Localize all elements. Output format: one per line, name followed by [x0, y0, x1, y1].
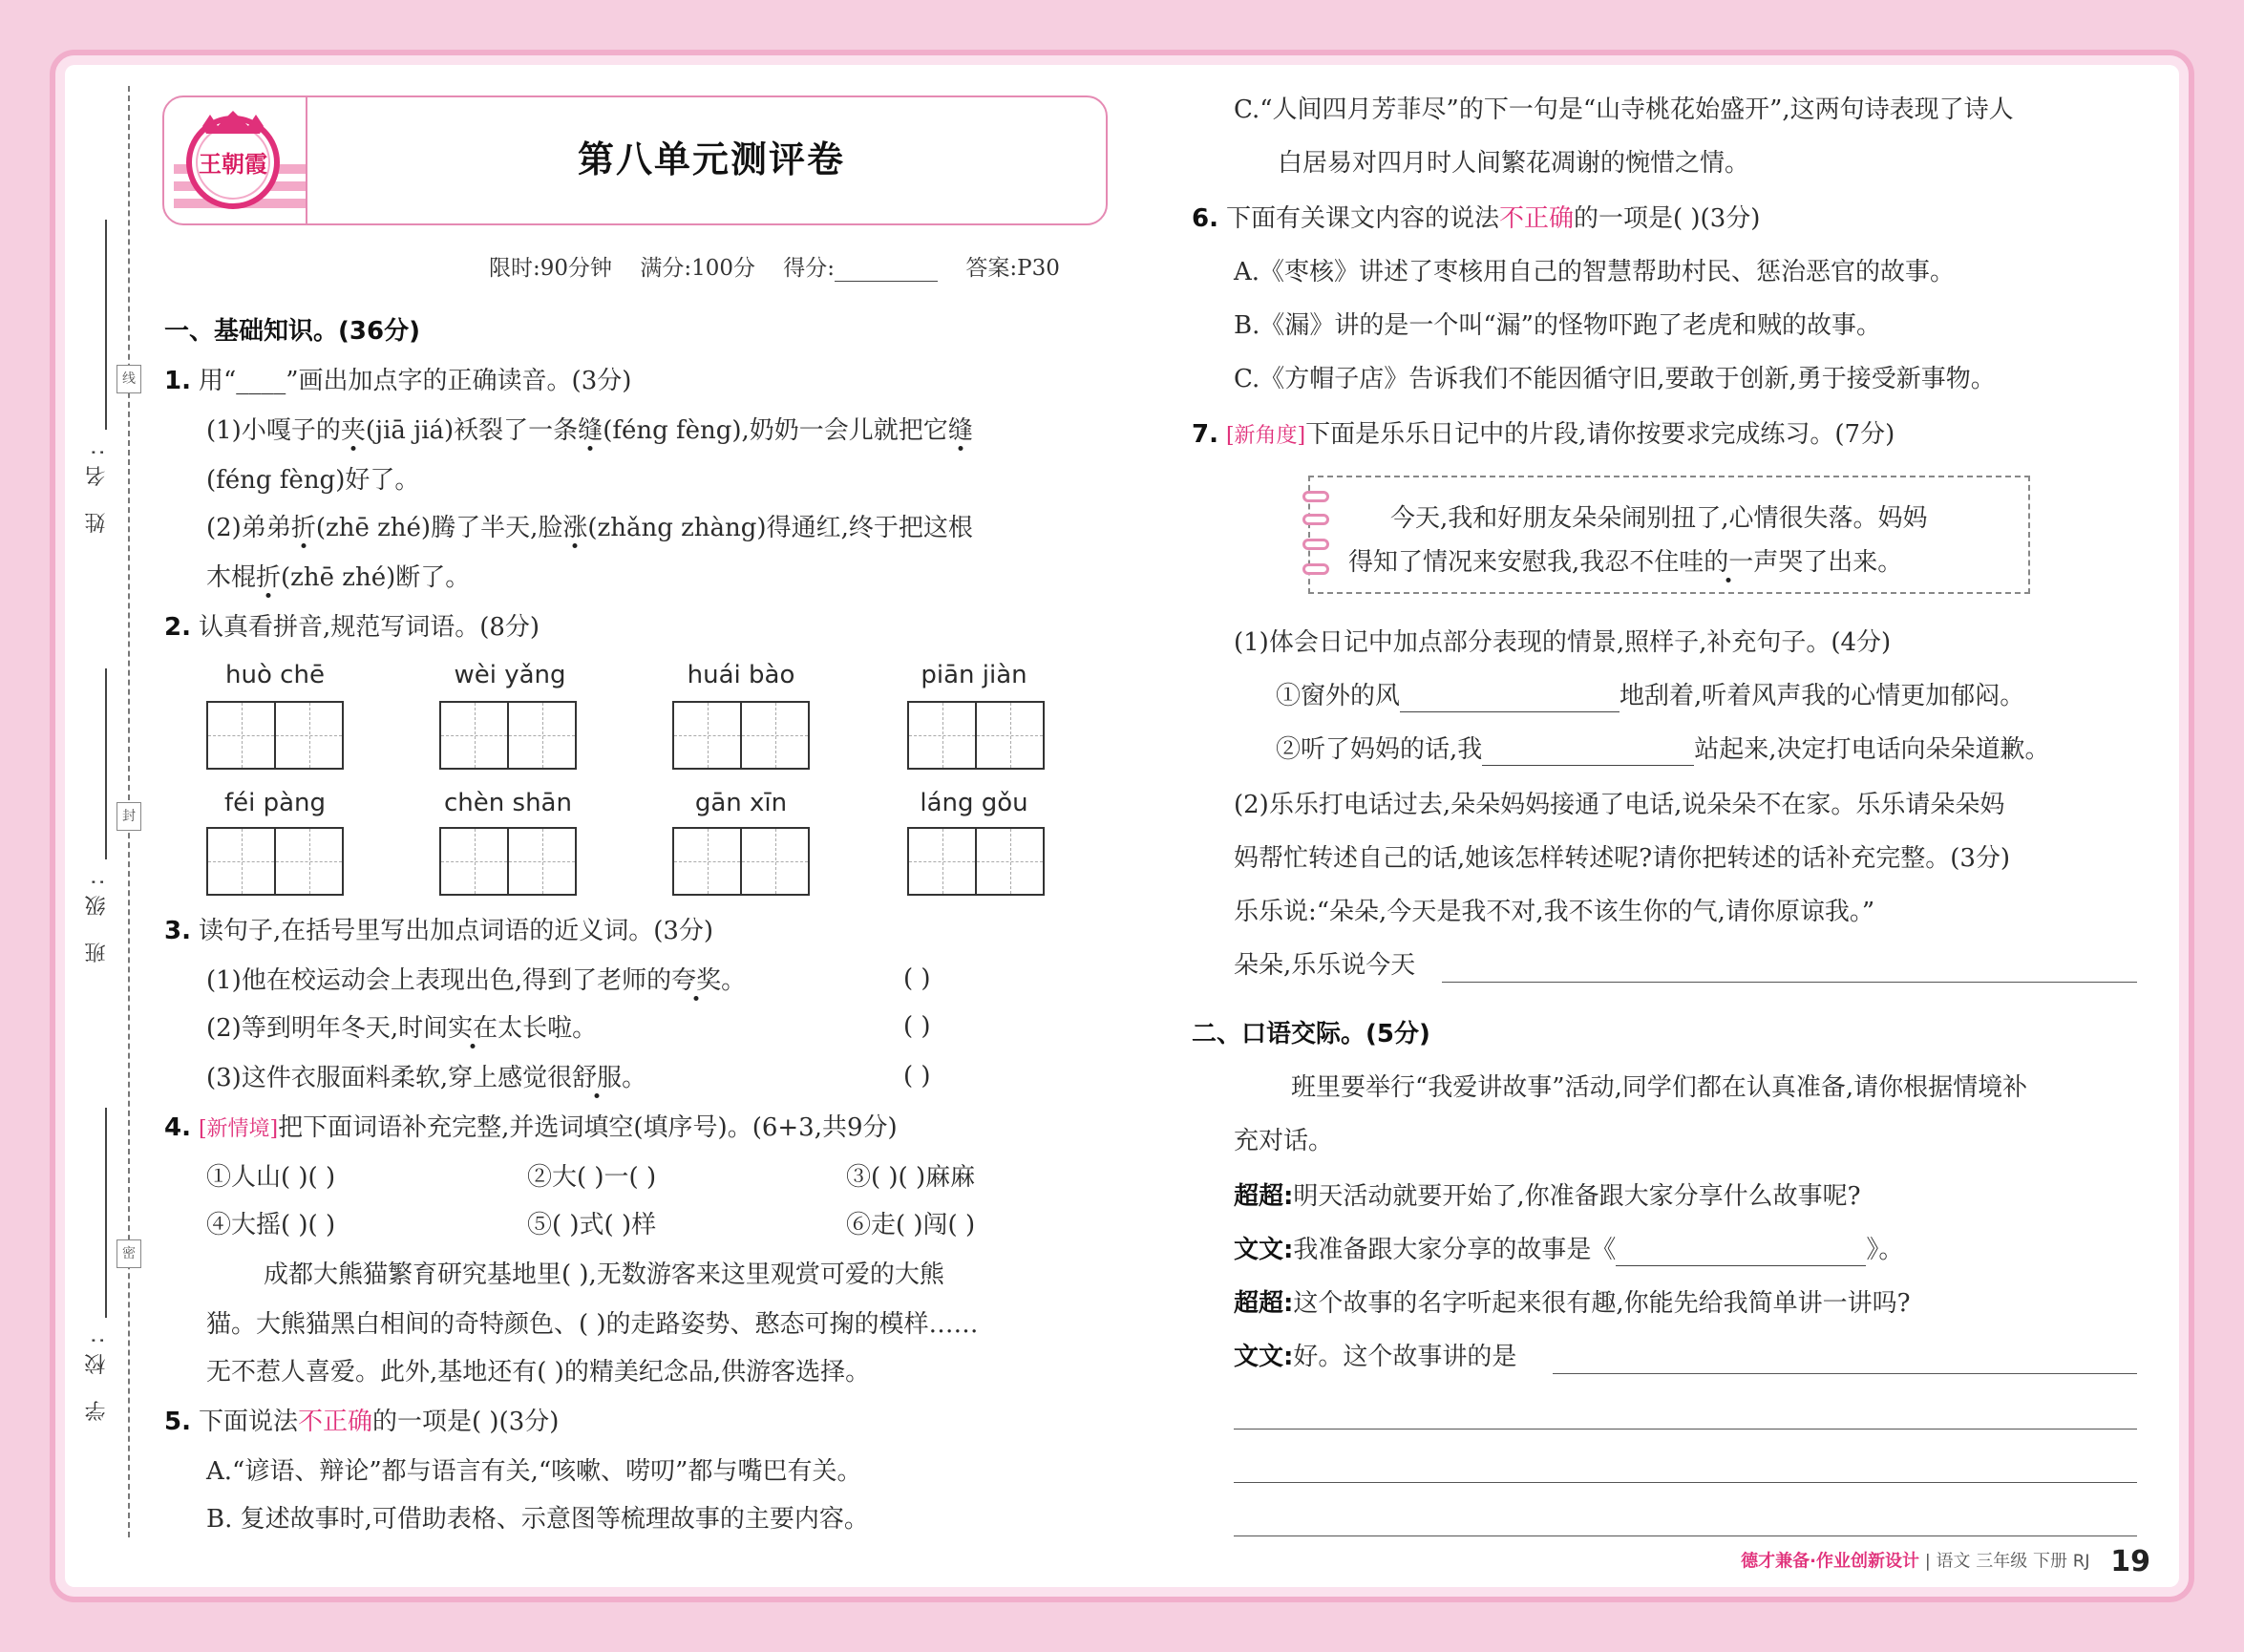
- q7-item-2: ②听了妈妈的话,我 站起来,决定打电话向朵朵道歉。: [1276, 735, 2050, 764]
- logo-divider: [306, 97, 307, 223]
- q3-sentence-3: (3)这件衣服面料柔软,穿上感觉很舒服。: [206, 1064, 647, 1092]
- brand-logo: [174, 105, 307, 218]
- dialog-wenwen-2: 文文:好。这个故事讲的是: [1234, 1343, 1517, 1371]
- q7-item-1: ①窗外的风 地刮着,听着风声我的心情更加郁闷。: [1276, 682, 2025, 710]
- writing-grid-8[interactable]: [907, 827, 1045, 896]
- q6-prompt: 6. 下面有关课文内容的说法不正确的一项是( )(3分): [1192, 204, 1761, 233]
- q4-passage-3: 无不惹人喜爱。此外,基地还有( )的精美纪念品,供游客选择。: [206, 1358, 871, 1387]
- q6-option-b: B.《漏》讲的是一个叫“漏”的怪物吓跑了老虎和贼的故事。: [1234, 311, 1881, 340]
- q4-passage-2: 猫。大熊猫黑白相间的奇特颜色、( )的走路姿势、憨态可掬的模样……: [206, 1310, 979, 1339]
- q4-passage-1: 成都大熊猫繁育研究基地里( ),无数游客来这里观赏可爱的大熊: [264, 1260, 944, 1289]
- q2-prompt: 2. 认真看拼音,规范写词语。(8分): [164, 613, 540, 642]
- q3-answer-1[interactable]: ( ): [903, 964, 931, 993]
- name-field[interactable]: [105, 220, 107, 430]
- diary-line-2: 得知了情况来安慰我,我忍不住哇的一声哭了出来。: [1348, 548, 1903, 577]
- score-field[interactable]: [835, 263, 938, 282]
- q7-prompt: 7. [新角度]下面是乐乐日记中的片段,请你按要求完成练习。(7分): [1192, 420, 1895, 449]
- q4-idiom-3[interactable]: ③( )( )麻麻: [846, 1163, 976, 1192]
- ring-icon: [1302, 514, 1329, 525]
- answer-ref: 答案:P30: [965, 256, 1060, 281]
- diary-line-1: 今天,我和好朋友朵朵闹别扭了,心情很失落。妈妈: [1390, 504, 1928, 533]
- q1-prompt: 1. 用“____”画出加点字的正确读音。(3分): [164, 367, 632, 395]
- story-answer-line-1[interactable]: [1553, 1373, 2137, 1374]
- q6-option-a: A.《枣核》讲述了枣核用自己的智慧帮助村民、惩治恶官的故事。: [1234, 258, 1956, 286]
- class-field[interactable]: [105, 668, 107, 859]
- q5-option-b: B. 复述故事时,可借助表格、示意图等梳理故事的主要内容。: [206, 1505, 869, 1534]
- pinyin-5: féi pàng: [223, 789, 327, 817]
- dialog-wenwen-1: 文文:我准备跟大家分享的故事是《 》。: [1234, 1236, 1904, 1264]
- writing-grid-4[interactable]: [907, 701, 1045, 770]
- q4-idiom-1[interactable]: ①人山( )( ): [206, 1163, 336, 1192]
- q4-idiom-5[interactable]: ⑤( )式( )样: [527, 1211, 657, 1239]
- q6-option-c: C.《方帽子店》告诉我们不能因循守旧,要敢于创新,勇于接受新事物。: [1234, 365, 1996, 393]
- page-title: 第八单元测评卷: [577, 138, 845, 180]
- q1-line-4: 木棍折(zhē zhé)断了。: [206, 563, 471, 592]
- ring-icon: [1302, 491, 1329, 502]
- pinyin-6: chèn shān: [444, 789, 572, 817]
- pinyin-7: gān xīn: [694, 789, 788, 817]
- writing-grid-3[interactable]: [672, 701, 810, 770]
- pinyin-3: huái bào: [687, 661, 795, 689]
- story-answer-line-3[interactable]: [1234, 1482, 2137, 1483]
- binding-strip: [76, 76, 141, 1547]
- dialog-chaochao-2: 超超:这个故事的名字听起来很有趣,你能先给我简单讲一讲吗?: [1234, 1289, 1911, 1318]
- q5-prompt: 5. 下面说法不正确的一项是( )(3分): [164, 1408, 560, 1436]
- q3-answer-3[interactable]: ( ): [903, 1062, 931, 1091]
- writing-grid-5[interactable]: [206, 827, 344, 896]
- q4-idiom-4[interactable]: ④大摇( )( ): [206, 1211, 336, 1239]
- time-limit: 限时:90分钟: [489, 256, 613, 281]
- svg-text:王朝霞: 王朝霞: [199, 150, 267, 178]
- binding-tag-seal: 封: [116, 802, 141, 831]
- q4-idiom-2[interactable]: ②大( )一( ): [527, 1163, 657, 1192]
- ring-icon: [1302, 539, 1329, 550]
- binding-tag-secret: 密: [116, 1239, 141, 1268]
- page-footer: [1741, 1545, 2150, 1578]
- name-label: 姓 名:: [85, 439, 109, 534]
- story-answer-line-2[interactable]: [1234, 1429, 2137, 1430]
- q7-blank-1[interactable]: [1400, 688, 1619, 712]
- story-title-blank[interactable]: [1616, 1241, 1866, 1266]
- q7-blank-2[interactable]: [1482, 741, 1694, 766]
- q7-lele-says: 乐乐说:“朵朵,今天是我不对,我不该生你的气,请你原谅我。”: [1234, 898, 1875, 926]
- q7-part-1: (1)体会日记中加点部分表现的情景,照样子,补充句子。(4分): [1234, 628, 1892, 657]
- pinyin-2: wèi yǎng: [454, 661, 566, 689]
- q3-prompt: 3. 读句子,在括号里写出加点词语的近义词。(3分): [164, 917, 714, 945]
- writing-grid-6[interactable]: [439, 827, 577, 896]
- q7-part-2-b: 妈帮忙转述自己的话,她该怎样转述呢?请你把转述的话补充完整。(3分): [1234, 844, 2011, 873]
- footer-brand: 德才兼备·作业创新设计: [1741, 1551, 1919, 1572]
- diary-excerpt-box: [1308, 476, 2030, 594]
- writing-grid-7[interactable]: [672, 827, 810, 896]
- title-box: [162, 95, 1108, 225]
- q1-line-3: (2)弟弟折(zhē zhé)腾了半天,脸涨(zhǎng zhàng)得通红,终于把这根: [206, 514, 973, 542]
- section-1-heading: 一、基础知识。(36分): [164, 317, 420, 346]
- q4-idiom-6[interactable]: ⑥走( )闯( ): [846, 1211, 976, 1239]
- dialog-chaochao-1: 超超:明天活动就要开始了,你准备跟大家分享什么故事呢?: [1234, 1182, 1861, 1211]
- q4-prompt: 4. [新情境]把下面词语补充完整,并选词填空(填序号)。(6+3,共9分): [164, 1113, 898, 1142]
- ring-icon: [1302, 563, 1329, 575]
- writing-grid-1[interactable]: [206, 701, 344, 770]
- writing-grid-2[interactable]: [439, 701, 577, 770]
- footer-info: | 语文 三年级 下册 RJ: [1924, 1551, 2090, 1572]
- q3-answer-2[interactable]: ( ): [903, 1012, 931, 1041]
- page-number: 19: [2110, 1545, 2150, 1578]
- q7-reply-prefix: 朵朵,乐乐说今天: [1234, 951, 1416, 980]
- exam-meta: [489, 250, 1081, 282]
- pinyin-4: piān jiàn: [921, 661, 1027, 689]
- full-marks: 满分:100分: [640, 256, 755, 281]
- q5-option-c-2: 白居易对四月时人间繁花凋谢的惋惜之情。: [1278, 149, 1750, 178]
- q1-line-1: (1)小嘎子的夹(jiā jiá)袄裂了一条缝(féng fèng),奶奶一会儿就把它缝: [206, 416, 973, 445]
- q1-line-2: (féng fèng)好了。: [206, 466, 420, 495]
- pinyin-1: huò chē: [225, 661, 325, 689]
- q7-part-2-a: (2)乐乐打电话过去,朵朵妈妈接通了电话,说朵朵不在家。乐乐请朵朵妈: [1234, 791, 2005, 819]
- pinyin-8: láng gǒu: [920, 789, 1028, 817]
- q5-option-c-1: C.“人间四月芳菲尽”的下一句是“山寺桃花始盛开”,这两句诗表现了诗人: [1234, 95, 2014, 124]
- score-label: 得分:: [783, 256, 836, 281]
- q3-sentence-2: (2)等到明年冬天,时间实在太长啦。: [206, 1014, 598, 1043]
- q3-sentence-1: (1)他在校运动会上表现出色,得到了老师的夸奖。: [206, 966, 747, 995]
- oral-intro-1: 班里要举行“我爱讲故事”活动,同学们都在认真准备,请你根据情境补: [1291, 1073, 2028, 1102]
- q7-reply-line[interactable]: [1442, 982, 2137, 983]
- q5-option-a: A.“谚语、辩论”都与语言有关,“咳嗽、唠叨”都与嘴巴有关。: [206, 1457, 862, 1486]
- school-label: 学 校:: [85, 1327, 109, 1422]
- section-2-heading: 二、口语交际。(5分): [1192, 1020, 1430, 1048]
- oral-intro-2: 充对话。: [1234, 1127, 1334, 1155]
- binding-tag-line: 线: [116, 365, 141, 393]
- school-field[interactable]: [105, 1108, 107, 1318]
- class-label: 班 级:: [85, 869, 109, 964]
